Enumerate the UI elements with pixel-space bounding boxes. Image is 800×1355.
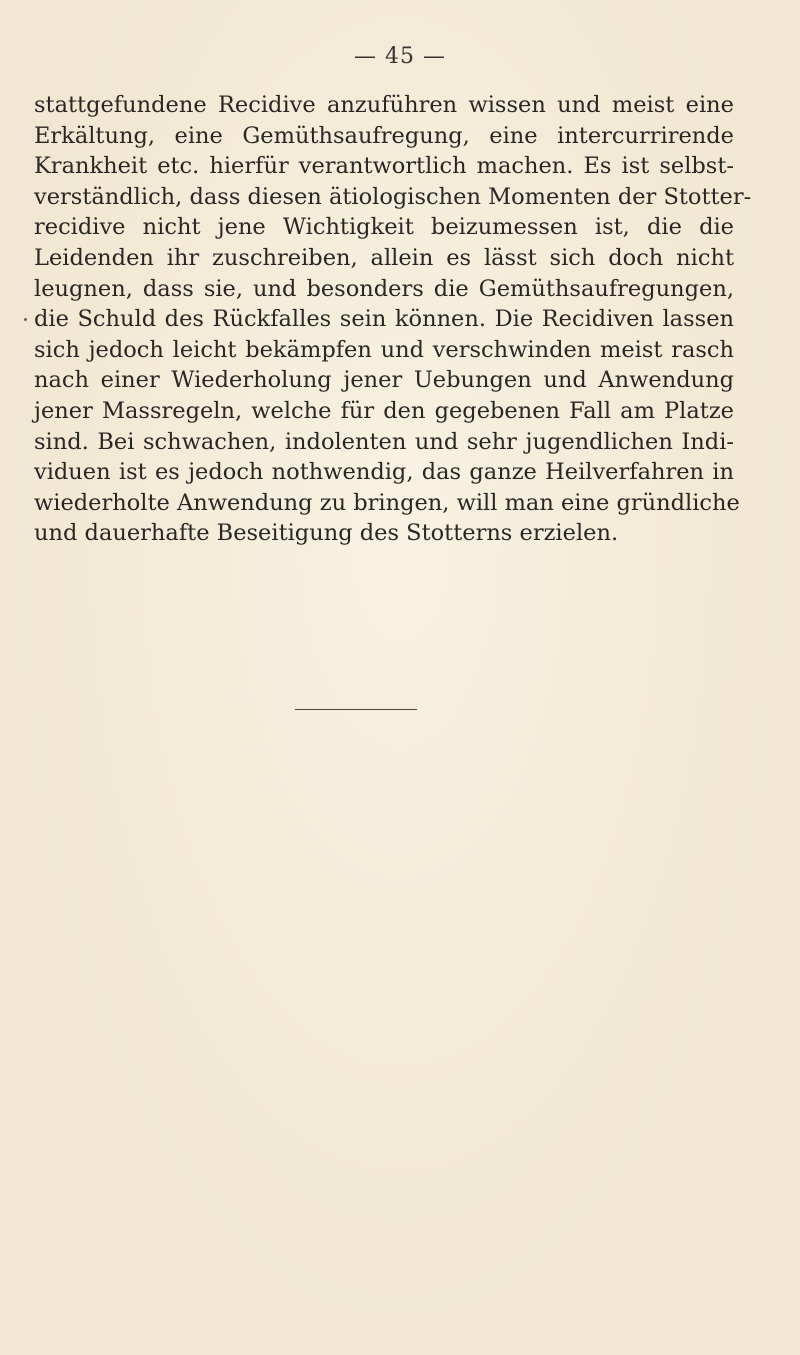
text-line-last: und dauerhafte Beseitigung des Stotterns erzielen. (34, 520, 619, 547)
text-line: Krankheit etc. hierfür verantwortlich machen. Es ist selbst- (34, 153, 734, 180)
page-number: — 45 — (354, 44, 446, 69)
text-line: stattgefundene Recidive anzuführen wissen und meist eine (34, 92, 734, 118)
text-line: recidive nicht jene Wichtigkeit beizumessen ist, die die (34, 214, 734, 241)
text-line: die Schuld des Rückfalles sein können. Die Recidiven lassen (34, 306, 734, 333)
text-line: nach einer Wiederholung jener Uebungen und Anwendung (34, 367, 734, 394)
text-line: Leidenden ihr zuschreiben, allein es lässt sich doch nicht (34, 244, 734, 271)
text-line: Erkältung, eine Gemüthsaufregung, eine intercurrirende (34, 122, 734, 149)
text-line: viduen ist es jedoch nothwendig, das ganze Heilverfahren in (34, 459, 734, 486)
margin-mark (24, 318, 27, 321)
text-line: sind. Bei schwachen, indolenten und sehr jugendlichen Indi- (34, 428, 734, 455)
section-divider-rule (295, 709, 417, 710)
text-line: verständlich, dass diesen ätiologischen Momenten der Stotter- (34, 183, 752, 210)
text-line: wiederholte Anwendung zu bringen, will man eine gründliche (34, 489, 740, 516)
text-line: leugnen, dass sie, und besonders die Gemüthsaufregungen, (34, 275, 734, 302)
text-line: jener Massregeln, welche für den gegebenen Fall am Platze (34, 397, 734, 424)
body-paragraph (34, 90, 752, 549)
text-line: sich jedoch leicht bekämpfen und verschwinden meist rasch (34, 336, 734, 363)
